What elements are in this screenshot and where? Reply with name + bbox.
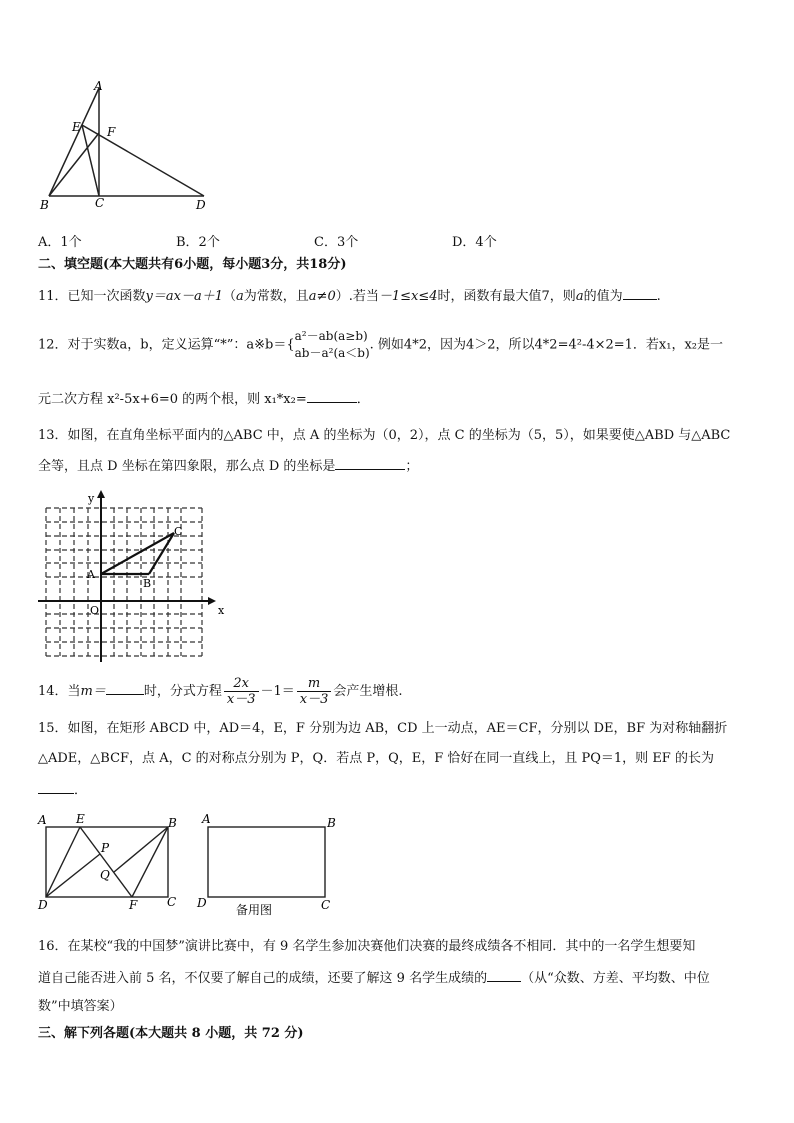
segment-bq [114,827,168,872]
question-15-line-3 [38,780,87,800]
q11-text-2: 为常数，且 [243,289,309,304]
question-12-line-2: 元二次方程 x²-5x+6=0 的两个根，则 x₁*x₂= ． [38,389,370,409]
label-e: E [72,120,81,134]
q12-case-2: ab－a²(a＜b) [294,346,370,360]
rectangle-backup [208,827,325,897]
fig15b-label-a: A [202,812,211,826]
y-axis-label: y [88,492,95,505]
segment-de [46,827,80,897]
q14-num-2: m [297,676,332,692]
choice-b: B．2个 [176,235,220,250]
q14-den-2: x－3 [299,692,329,707]
q11-condition: a≠0 [308,289,336,304]
q14-m: m＝ [80,684,106,699]
q14-fraction-1 [224,676,259,707]
q11-paren: （ [223,289,237,304]
fig15-label-a: A [38,813,47,827]
fig15-label-d: D [38,898,48,912]
rectangle-fold-svg [34,810,374,920]
q11-pre: 11．已知一次函数 [38,289,146,304]
question-13-line-2 [38,456,418,476]
q14-den-1: x－3 [226,692,256,707]
q11-answer-blank[interactable] [623,286,657,300]
segment-ed [82,125,204,196]
origin-label: O [90,604,100,617]
question-16-line-3: 数”中填答案） [38,999,123,1014]
triangle-figure-svg [36,80,216,215]
fig15-label-e: E [76,812,85,826]
q12-piecewise [295,328,370,362]
q13-tail: ； [405,459,419,474]
point-c-label: C [174,525,183,538]
question-11: 11．已知一次函数y＝ax－a＋1（a为常数，且a≠0）.若当－1≤x≤4时，函数有最大值7，则a的值为 . [38,286,661,306]
q14-num-1: 2x [224,676,259,692]
q11-a: a [236,289,244,304]
fig15b-label-b: B [327,816,336,830]
rectangle-fold-figure [34,810,374,920]
q13-line-2-text: 全等，且点 D 坐标在第四象限，那么点 D 的坐标是 [38,459,336,474]
q11-function: y＝ax－a＋1 [145,289,223,304]
q16-line-2-text: 道自己能否进入前 5 名，不仅要了解自己的成绩，还要了解这 9 名学生成绩的 [38,971,488,986]
choice-c: C．3个 [314,235,359,250]
q14-fraction-2 [297,676,332,707]
q16-line-2-tail: （从“众数、方差、平均数、中位 [521,971,710,986]
question-14 [38,676,403,708]
q11-text-4: 时，函数有最大值7，则 [437,289,576,304]
triangle-figure [36,80,216,215]
question-15-line-2: △ADE，△BCF，点 A，C 的对称点分别为 P，Q．若点 P，Q，E，F 恰好在同一直线上，且 PQ＝1，则 EF 的长为 [38,751,714,766]
label-a: A [94,80,103,93]
point-a-label: A [87,568,95,581]
label-b: B [40,198,49,212]
q12-line-2-text: 元二次方程 x²-5x+6=0 的两个根，则 x₁*x₂= [38,392,307,407]
coordinate-grid-svg [36,488,226,666]
label-d: D [196,198,206,212]
q14-pre: 14．当 [38,684,81,699]
fig15-label-f: F [129,898,138,912]
q11-text-3: ）.若当 [335,289,379,304]
q14-mid: 时，分式方程 [143,684,222,699]
q12-answer-blank[interactable] [307,389,357,403]
q12-case-1: a²－ab(a≥b) [294,329,368,343]
segment-ac-grid [101,533,174,574]
q14-minus: －1＝ [260,684,295,699]
fig15b-label-d: D [197,896,207,910]
y-axis-arrow-icon [97,490,105,498]
choice-d: D．4个 [452,235,497,250]
q11-post: 的值为 [583,289,623,304]
q11-range: －1≤x≤4 [378,289,438,304]
question-16-line-1: 16．在某校“我的中国梦”演讲比赛中，有 9 名学生参加决赛他们决赛的最终成绩各不相同．其中的一名学生想要知 [38,939,696,954]
q14-post: 会产生增根. [333,684,403,699]
q15-answer-blank[interactable] [38,780,74,794]
question-15-line-1: 15．如图，在矩形 ABCD 中，AD＝4，E，F 分别为边 AB，CD 上一动点，AE＝CF，分别以 DE，BF 为对称轴翻折 [38,721,728,736]
q14-answer-blank[interactable] [106,681,144,695]
fig15-label-q: Q [100,868,110,882]
section-3-heading: 三、解下列各题(本大题共 8 小题，共 72 分) [38,1026,304,1041]
backup-figure-caption: 备用图 [236,903,273,917]
section-2-heading: 二、填空题(本大题共有6小题，每小题3分，共18分) [38,257,347,272]
coordinate-grid-figure [36,488,226,666]
question-13-line-1: 13．如图，在直角坐标平面内的△ABC 中，点 A 的坐标为（0，2），点 C 的坐标为（5，5），如果要使△ABD 与△ABC [38,428,731,443]
segment-ef [80,827,132,897]
q16-answer-blank[interactable] [487,968,521,982]
point-b-label: B [143,577,152,590]
fig15-label-p: P [101,841,110,855]
label-f: F [107,125,116,139]
x-axis-arrow-icon [208,597,216,605]
choice-a: A．1个 [38,235,82,250]
q11-a-2: a [575,289,584,304]
label-c: C [95,196,105,210]
question-16-line-2 [38,968,710,988]
q13-answer-blank[interactable] [335,456,405,470]
fig15-label-b: B [168,816,177,830]
segment-bf [132,827,168,897]
q12-pre: 12．对于实数a，b，定义运算“*”：a※b＝{ [38,337,295,353]
q15-tail: ． [74,783,88,798]
fig15-label-c: C [167,895,177,909]
x-axis-label: x [218,604,225,617]
q12-post: . 例如4*2，因为4＞2，所以4*2=4²-4×2=1．若x₁，x₂是一 [369,337,724,353]
fig15b-label-c: C [321,898,331,912]
segment-dp [46,854,100,897]
question-12 [38,328,723,362]
